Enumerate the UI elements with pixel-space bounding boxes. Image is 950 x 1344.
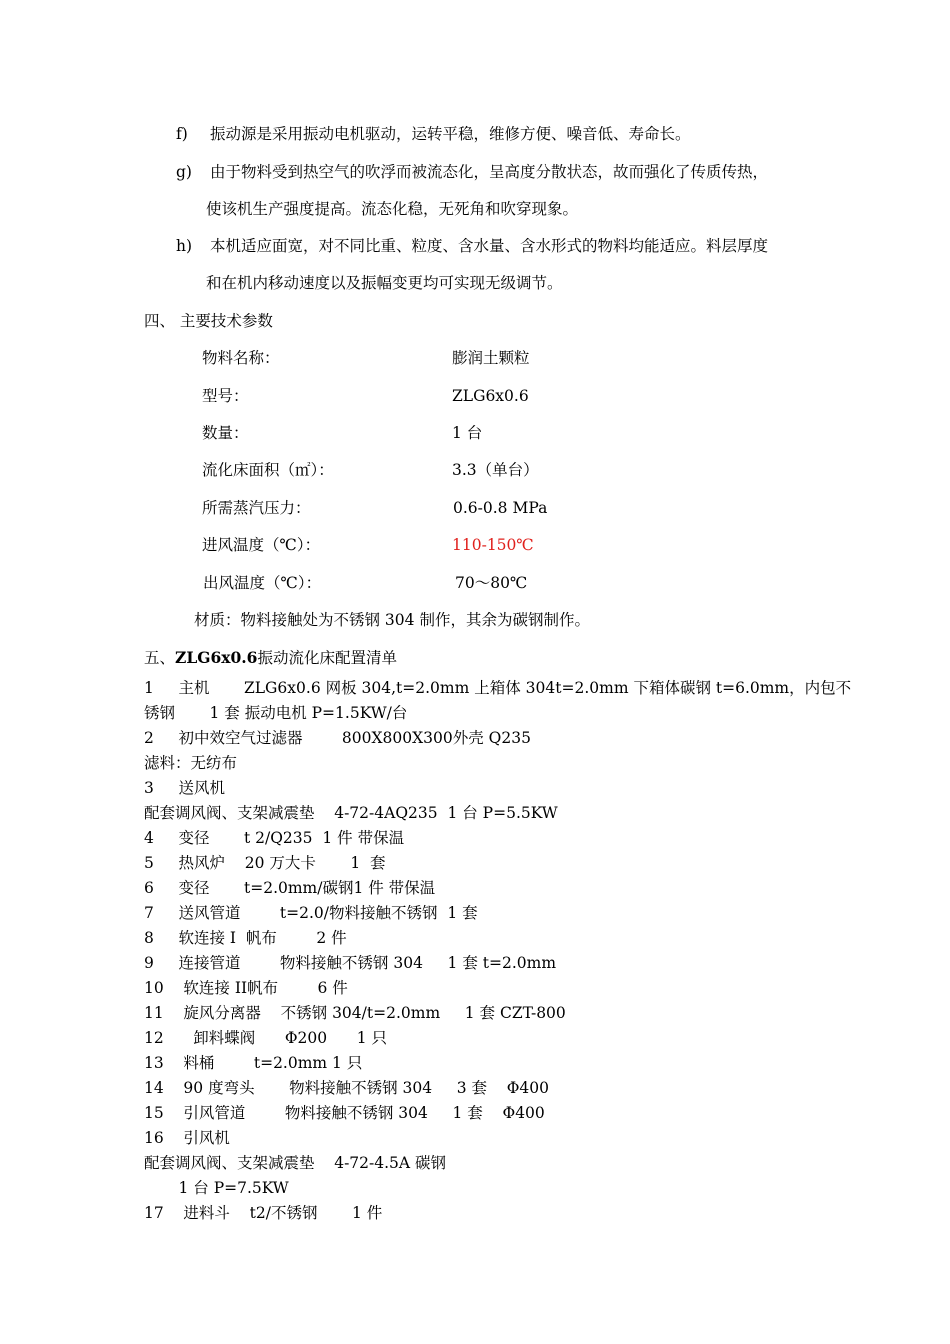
param-label-material: 物料名称： xyxy=(202,349,280,367)
config-line: 滤料：无纺布 xyxy=(144,754,238,772)
config-line: 11 旋风分离器 不锈钢 304/t=2.0mm 1 套 CZT-800 xyxy=(144,1004,566,1022)
feature-h-text-2: 和在机内移动速度以及振幅变更均可实现无级调节。 xyxy=(206,274,563,292)
config-line: 15 引风管道 物料接触不锈钢 304 1 套 Φ400 xyxy=(144,1104,545,1122)
config-line: 配套调风阀、支架减震垫 4-72-4AQ235 1 台 P=5.5KW xyxy=(144,804,558,822)
config-line: 1 台 P=7.5KW xyxy=(144,1179,289,1197)
section5-heading-model: ZLG6x0.6 xyxy=(175,648,258,667)
param-value-steam-pressure: 0.6-0.8 MPa xyxy=(453,499,548,517)
param-value-bed-area: 3.3（单台） xyxy=(452,461,539,479)
param-label-quantity: 数量： xyxy=(202,424,249,442)
config-line: 2 初中效空气过滤器 800X800X300外壳 Q235 xyxy=(144,729,531,747)
param-label-outlet-temp: 出风温度（℃）： xyxy=(203,574,322,592)
feature-g-text-2: 使该机生产强度提高。流态化稳，无死角和吹穿现象。 xyxy=(206,200,579,218)
param-value-outlet-temp: 70～80℃ xyxy=(455,574,528,592)
config-line: 10 软连接 II帆布 6 件 xyxy=(144,979,348,997)
section5-heading-suffix: 振动流化床配置清单 xyxy=(257,649,397,667)
config-line: 3 送风机 xyxy=(144,779,225,797)
section4-heading: 四、 主要技术参数 xyxy=(144,312,273,330)
section4-material-note: 材质：物料接触处为不锈钢 304 制作，其余为碳钢制作。 xyxy=(194,611,590,629)
feature-g-marker: g) xyxy=(176,163,192,181)
config-line: 13 料桶 t=2.0mm 1 只 xyxy=(144,1054,363,1072)
config-line: 6 变径 t=2.0mm/碳钢1 件 带保温 xyxy=(144,879,436,897)
section5-heading-prefix: 五、 xyxy=(144,649,176,667)
param-label-model: 型号： xyxy=(202,387,249,405)
param-value-quantity: 1 台 xyxy=(452,424,483,442)
config-line: 配套调风阀、支架减震垫 4-72-4.5A 碳钢 xyxy=(144,1154,447,1172)
param-value-model: ZLG6x0.6 xyxy=(452,387,529,405)
config-line: 锈钢 1 套 振动电机 P=1.5KW/台 xyxy=(144,704,408,722)
config-line: 14 90 度弯头 物料接触不锈钢 304 3 套 Φ400 xyxy=(144,1079,550,1097)
param-value-inlet-temp: 110-150℃ xyxy=(452,536,534,554)
config-line: 17 进料斗 t2/不锈钢 1 件 xyxy=(144,1204,383,1222)
section5-heading xyxy=(144,648,397,668)
config-line: 8 软连接 I 帆布 2 件 xyxy=(144,929,347,947)
feature-g-text-1: 由于物料受到热空气的吹浮而被流态化，呈高度分散状态，故而强化了传质传热， xyxy=(210,163,769,181)
param-label-steam-pressure: 所需蒸汽压力： xyxy=(202,499,311,517)
feature-h-text-1: 本机适应面宽，对不同比重、粒度、含水量、含水形式的物料均能适应。料层厚度 xyxy=(210,237,769,255)
config-line: 16 引风机 xyxy=(144,1129,230,1147)
config-line: 5 热风炉 20 万大卡 1 套 xyxy=(144,854,386,872)
feature-f-text: 振动源是采用振动电机驱动，运转平稳，维修方便、噪音低、寿命长。 xyxy=(210,125,691,143)
config-line: 7 送风管道 t=2.0/物料接触不锈钢 1 套 xyxy=(144,904,478,922)
feature-h-marker: h) xyxy=(176,237,193,255)
config-line: 4 变径 t 2/Q235 1 件 带保温 xyxy=(144,829,405,847)
config-line: 12 卸料蝶阀 Φ200 1 只 xyxy=(144,1029,387,1047)
param-value-material: 膨润土颗粒 xyxy=(452,349,530,367)
config-line: 1 主机 ZLG6x0.6 网板 304,t=2.0mm 上箱体 304t=2.0mm 下箱体碳钢 t=6.0mm，内包不 xyxy=(144,679,852,697)
param-label-bed-area: 流化床面积（㎡）： xyxy=(202,461,334,479)
param-label-inlet-temp: 进风温度（℃）： xyxy=(202,536,321,554)
config-line: 9 连接管道 物料接触不锈钢 304 1 套 t=2.0mm xyxy=(144,954,557,972)
feature-f-marker: f) xyxy=(176,125,188,143)
